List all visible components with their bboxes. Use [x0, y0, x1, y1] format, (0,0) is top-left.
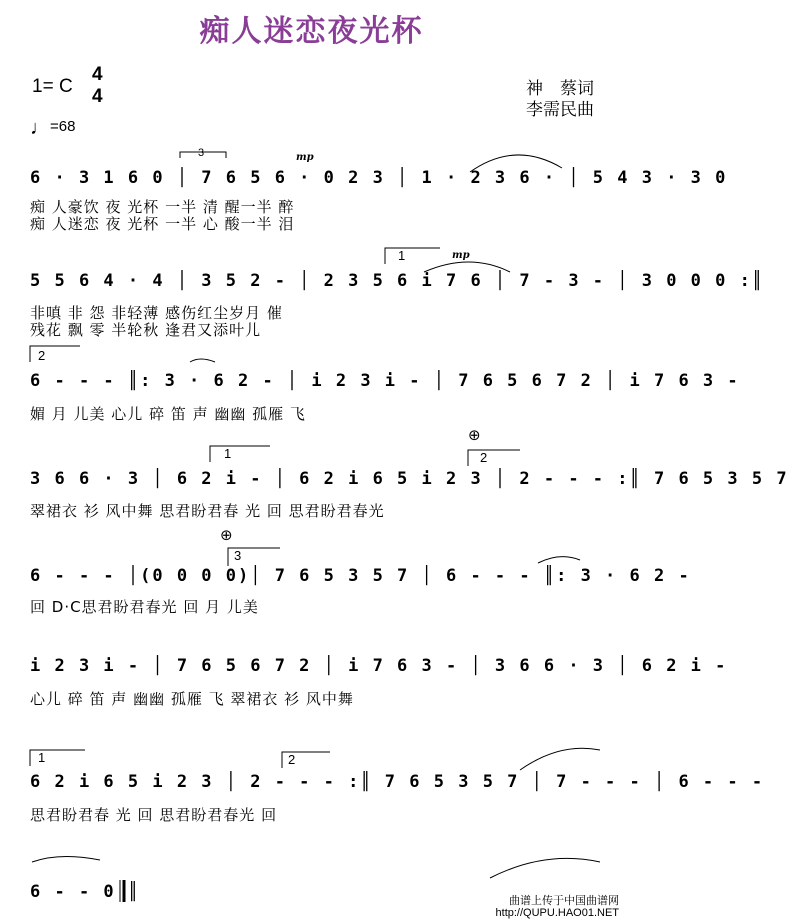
lyric-row-2a: 非嗔 非 怨 非轻薄 感伤红尘岁月 催: [30, 304, 283, 322]
volta-2-label-b: 2: [480, 450, 488, 465]
lyric-row-2b: 残花 飘 零 半轮秋 逢君又添叶儿: [30, 321, 262, 339]
lyric-row-1b: 痴 人迷恋 夜 光杯 一半 心 酸一半 泪: [30, 215, 295, 233]
notation-row-1: 6 · 3 1 6 0 │ 7 6 5 6 · 0 2 3 │ 1 · 2 3 6 · │ 5 4 3 · 3 0: [30, 168, 728, 188]
notation-row-3: 6 - - - ║: 3 · 6 2 - │ i 2 3 i - │ 7 6 5 6 7 2 │ i 7 6 3 -: [30, 371, 740, 391]
time-signature-bottom: 4: [92, 86, 103, 107]
volta-1-label-b: 1: [224, 446, 232, 461]
key-signature: 1= C: [32, 76, 73, 97]
volta-2-label-a: 2: [38, 348, 46, 363]
lyric-row-7: 思君盼君春 光 回 思君盼君春光 回: [30, 806, 278, 824]
composer-credit: 李需民曲: [526, 100, 594, 119]
volta-1-label-c: 1: [38, 750, 46, 765]
volta-3-label: 3: [234, 548, 242, 563]
notation-row-4: 3 6 6 · 3 │ 6 2 i - │ 6 2 i 6 5 i 2 3 │ 2 - - - :║ 7 6 5 3 5 7: [30, 469, 789, 489]
quarter-note-icon: ♩: [30, 117, 50, 139]
lyric-row-4: 翠裙衣 衫 风中舞 思君盼君春 光 回 思君盼君春光: [30, 502, 385, 520]
notation-row-5: 6 - - - │(0 0 0 0)│ 7 6 5 3 5 7 │ 6 - - - ║: 3 · 6 2 -: [30, 566, 691, 586]
segno-icon-1: ⊕: [468, 426, 481, 444]
footer-line-1: 曲谱上传于中国曲谱网: [509, 895, 619, 907]
lyric-row-1a: 痴 人豪饮 夜 光杯 一半 清 醒一半 醉: [30, 198, 295, 216]
page-title: 痴人迷恋夜光杯: [199, 14, 424, 49]
footer-line-2: http://QUPU.HAO01.NET: [495, 907, 619, 919]
lyric-row-3: 媚 月 儿美 心儿 碎 笛 声 幽幽 孤雁 飞: [30, 405, 306, 423]
segno-icon-2: ⊕: [220, 526, 233, 544]
mp-marking-2: mp: [452, 250, 470, 261]
volta-2-label-c: 2: [288, 752, 296, 767]
notation-row-8: 6 - - 0 ║: [30, 882, 141, 902]
lyricist-credit: 神 蔡词: [526, 79, 594, 98]
footer-watermark: [496, 895, 619, 919]
mp-marking-1: mp: [296, 152, 314, 163]
time-signature-top: 4: [92, 64, 103, 85]
lyric-row-6: 心儿 碎 笛 声 幽幽 孤雁 飞 翠裙衣 衫 风中舞: [30, 690, 354, 708]
notation-row-2: 5 5 6 4 · 4 │ 3 5 2 - │ 2 3 5 6 i 7 6 │ 7 - 3 - │ 3 0 0 0 :║: [30, 271, 765, 291]
notation-row-7: 6 2 i 6 5 i 2 3 │ 2 - - - :║ 7 6 5 3 5 7 │ 7 - - - │ 6 - - -: [30, 772, 765, 792]
notation-row-6: i 2 3 i - │ 7 6 5 6 7 2 │ i 7 6 3 - │ 3 6 6 · 3 │ 6 2 i -: [30, 656, 728, 676]
lyric-row-5: 回 D·C思君盼君春光 回 月 儿美: [30, 598, 259, 616]
tempo-value: =68: [50, 118, 76, 135]
final-barline: [120, 880, 124, 902]
slurs: [32, 155, 600, 878]
volta-1-label-a: 1: [398, 248, 406, 263]
triplet-number: 3: [198, 147, 205, 159]
volta-brackets: [30, 248, 520, 768]
